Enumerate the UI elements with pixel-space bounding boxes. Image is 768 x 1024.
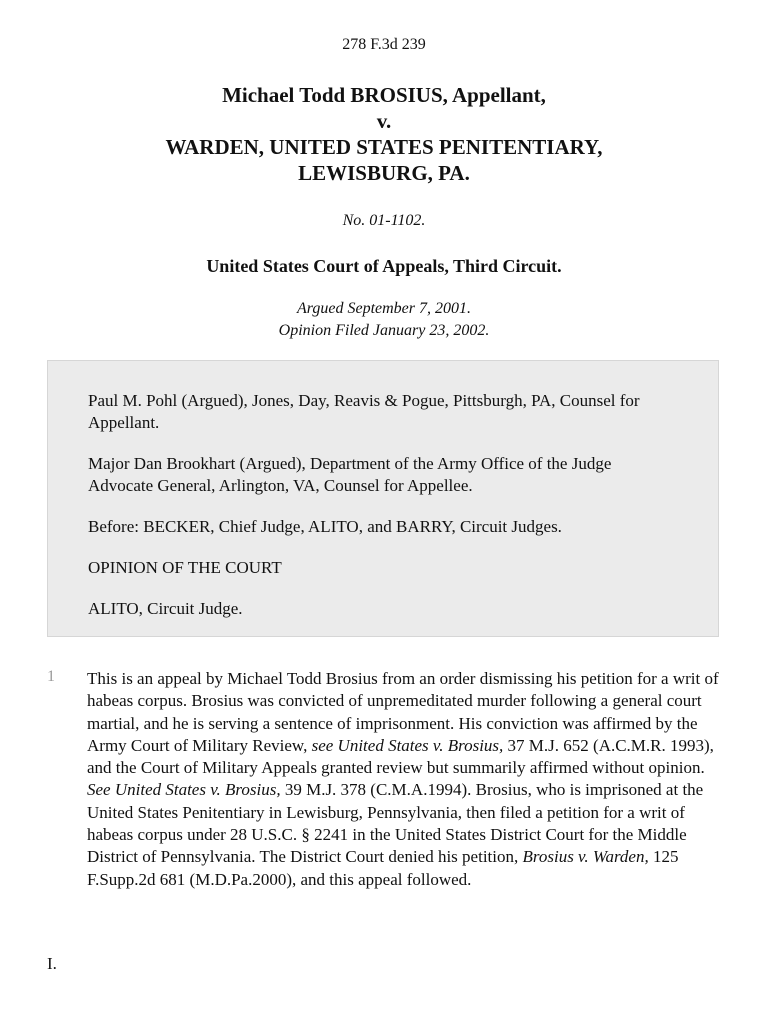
counsel-panel <box>47 360 719 637</box>
opinion-author: ALITO, Circuit Judge. <box>88 599 243 618</box>
appellee-name-line1: WARDEN, UNITED STATES PENITENTIARY, <box>165 135 603 159</box>
appellee-counsel: Major Dan Brookhart (Argued), Department of the Army Office of the Judge Advocate General, Arlington, VA, Counsel for Appellee. <box>88 454 612 495</box>
appellant-counsel: Paul M. Pohl (Argued), Jones, Day, Reavis & Pogue, Pittsburgh, PA, Counsel for Appellant. <box>88 391 640 432</box>
appellant-name: Michael Todd BROSIUS, Appellant, <box>222 83 546 107</box>
docket-number: No. 01-1102. <box>342 212 426 229</box>
appellee-name-line2: LEWISBURG, PA. <box>298 161 470 185</box>
paragraph-segment: 125 F.Supp.2d 681 (M.D.Pa.2000), and this appeal followed. <box>87 847 679 889</box>
filed-date: Opinion Filed January 23, 2002. <box>278 322 490 339</box>
opinion-heading: OPINION OF THE COURT <box>88 558 282 577</box>
judges-panel: Before: BECKER, Chief Judge, ALITO, and BARRY, Circuit Judges. <box>88 517 562 536</box>
case-citation: 278 F.3d 239 <box>342 36 426 53</box>
paragraph-segment: 39 M.J. 378 (C.M.A.1994). Brosius, who is imprisoned at the United States Penitentiary in Lewisburg, Pennsylvania, then filed a petition for a writ of habeas corpus under 28 U.S.C. § 2241 in the United States District Court for the Middle District of Pennsylvania. The District Court denied his petition, <box>87 780 704 867</box>
case-cite-link: See United States v. Brosius, <box>87 780 281 800</box>
case-caption <box>0 82 768 186</box>
paragraph-segment: 37 M.J. 652 (A.C.M.R. 1993), and the Court of Military Appeals granted review but summarily affirmed without opinion. <box>87 735 714 778</box>
argued-date: Argued September 7, 2001. <box>296 300 472 317</box>
section-heading: I. <box>47 954 57 973</box>
case-dates <box>0 298 768 342</box>
paragraph-text <box>87 668 723 891</box>
case-cite-link: Brosius v. Warden, <box>522 847 649 867</box>
paragraph-number: 1 <box>47 668 55 685</box>
court-name: United States Court of Appeals, Third Circuit. <box>206 256 562 276</box>
case-cite-link: see United States v. Brosius, <box>311 735 504 755</box>
paragraph-segment: This is an appeal by Michael Todd Brosius from an order dismissing his petition for a writ of habeas corpus. Brosius was convicted of unpremeditated murder following a general court martial, and he is serving a sentence of imprisonment. His conviction was affirmed by the Army Court of Military Review, <box>87 669 719 755</box>
versus: v. <box>376 109 392 133</box>
